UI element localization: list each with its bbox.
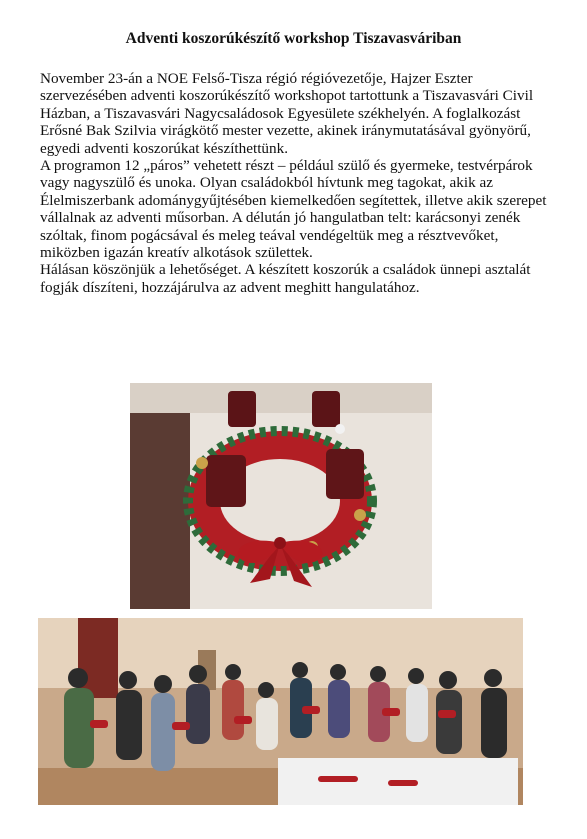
article-body [40,70,552,296]
paragraph-1: November 23-án a NOE Felső-Tisza régió régióvezetője, Hajzer Eszter szervezésében adventi koszorúkészítő workshopot tartottunk a Tiszavasvári Civil Házban, a Tiszavasvári Nagycsaládosok Egyesülete székhelyén. A foglalkozást Erősné Bak Szilvia virágkötő mester vezette, akinek iránymutatásával gyönyörű, egyedi adventi koszorúkat készíthettünk. [40,70,534,157]
group-participants-photo [38,618,523,805]
paragraph-3: Hálásan köszönjük a lehetőséget. A készített koszorúk a családok ünnepi asztalát fogják díszíteni, hozzájárulva az advent meghitt hangulatához. [40,261,531,296]
document-title: Adventi koszorúkészítő workshop Tiszavasváriban [125,30,462,47]
paragraph-2: A programon 12 „páros” vehetett részt – például szülő és gyermeke, testvérpárok vagy nagyszülő és unoka. Olyan családokból hívtunk meg tagokat, akik az Élelmiszerbank adománygyűjtésében kiemelkedően segítettek, illetve akik szerepet vállalnak az adventi műsorban. A délután jó hangulatban telt: karácsonyi zenék szóltak, finom pogácsával és meleg teával vendégeltük meg a résztvevőket, miközben igazán kreatív alkotások születtek. [40,157,547,262]
advent-wreath-photo [130,383,432,609]
